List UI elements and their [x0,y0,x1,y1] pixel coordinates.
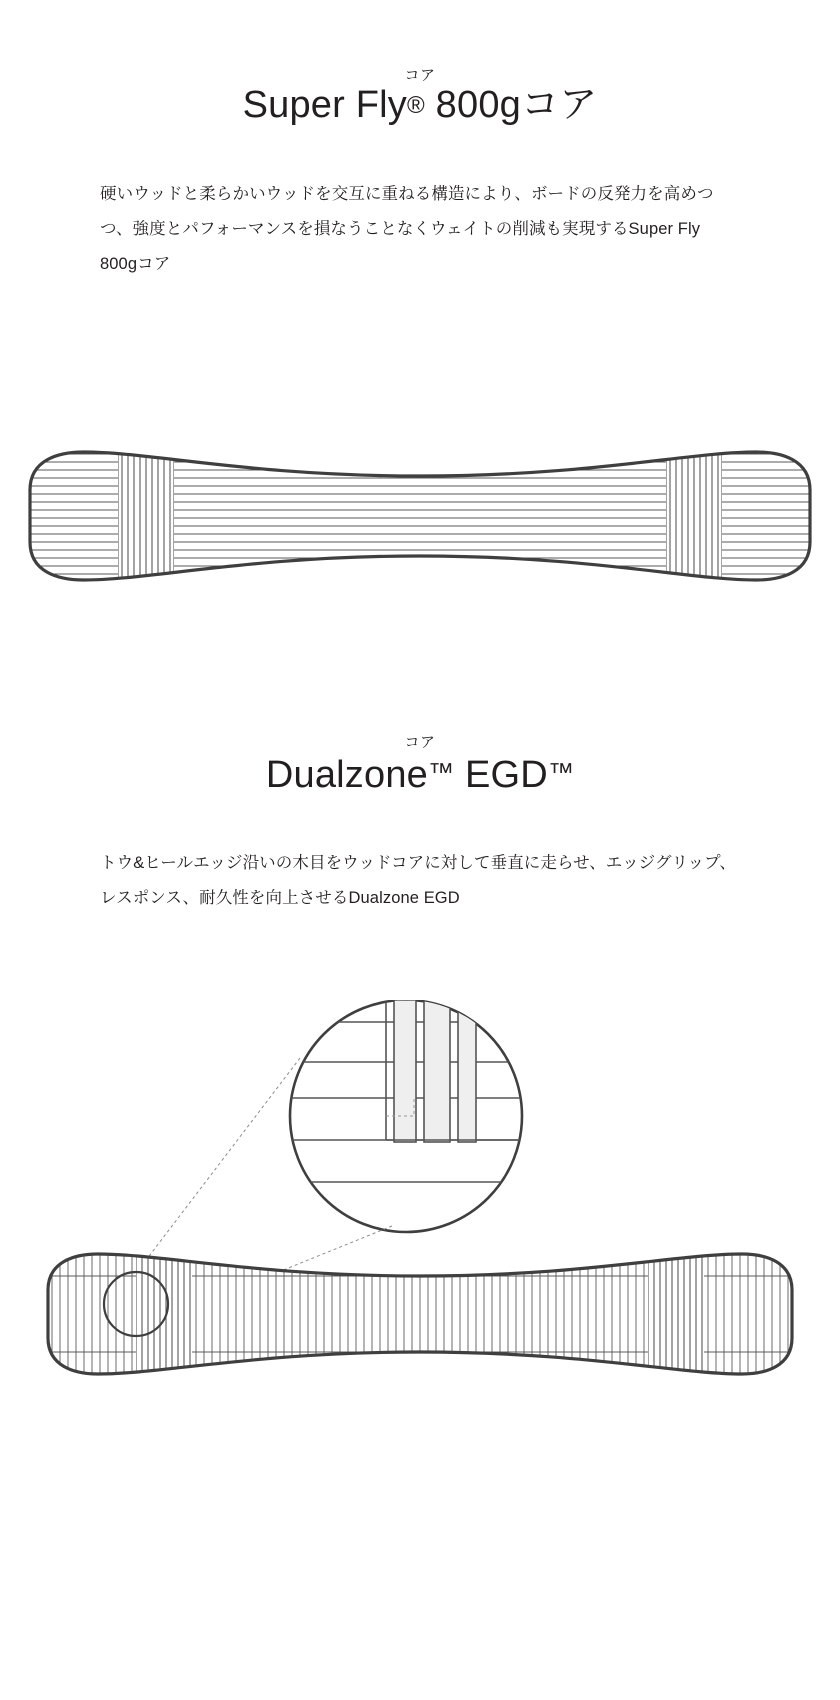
dualzone-panel-right [648,1246,704,1382]
dualzone-heading-main: Dualzone [265,754,429,796]
dualzone-heading-mid: EGD [454,754,548,796]
trademark-mark-icon-1: ™ [428,757,455,787]
section-super-fly-core [0,68,840,282]
super-fly-heading-main: Super Fly [242,84,408,126]
trademark-mark-icon-2: ™ [547,757,575,787]
dualzone-body-text: トウ&ヒールエッジ沿いの木目をウッドコアに対して垂直に走らせ、エッジグリップ、レスポンス、耐久性を向上させるDualzone EGD [100,854,736,907]
registered-mark-icon: ® [407,92,425,119]
section-dualzone-egd [0,735,840,916]
super-fly-body-text: 硬いウッドと柔らかいウッドを交互に重ねる構造により、ボードの反発力を高めつつ、強度とパフォーマンスを損なうことなくウェイトの削減も実現するSuper Fly 800gコア [100,185,714,273]
super-fly-heading-block [0,68,840,129]
super-fly-heading [0,82,840,129]
egd-band-2 [424,1000,450,1142]
snowboard-core-diagram [0,430,840,650]
dualzone-board-grain [40,1246,800,1382]
zoom-callout [290,1000,522,1232]
dualzone-heading-block [0,735,840,798]
snowboard-dualzone-diagram [0,1000,840,1440]
dualzone-panel-left [136,1246,192,1382]
super-fly-ruby-text: コア [404,67,436,84]
super-fly-heading-tail: 800gコア [424,84,598,126]
dualzone-ruby-text: コア [404,734,436,751]
core-vertical-panel-left [118,445,174,590]
dualzone-heading [0,749,840,798]
egd-band-1 [394,1000,416,1142]
core-vertical-panel-right [666,445,722,590]
